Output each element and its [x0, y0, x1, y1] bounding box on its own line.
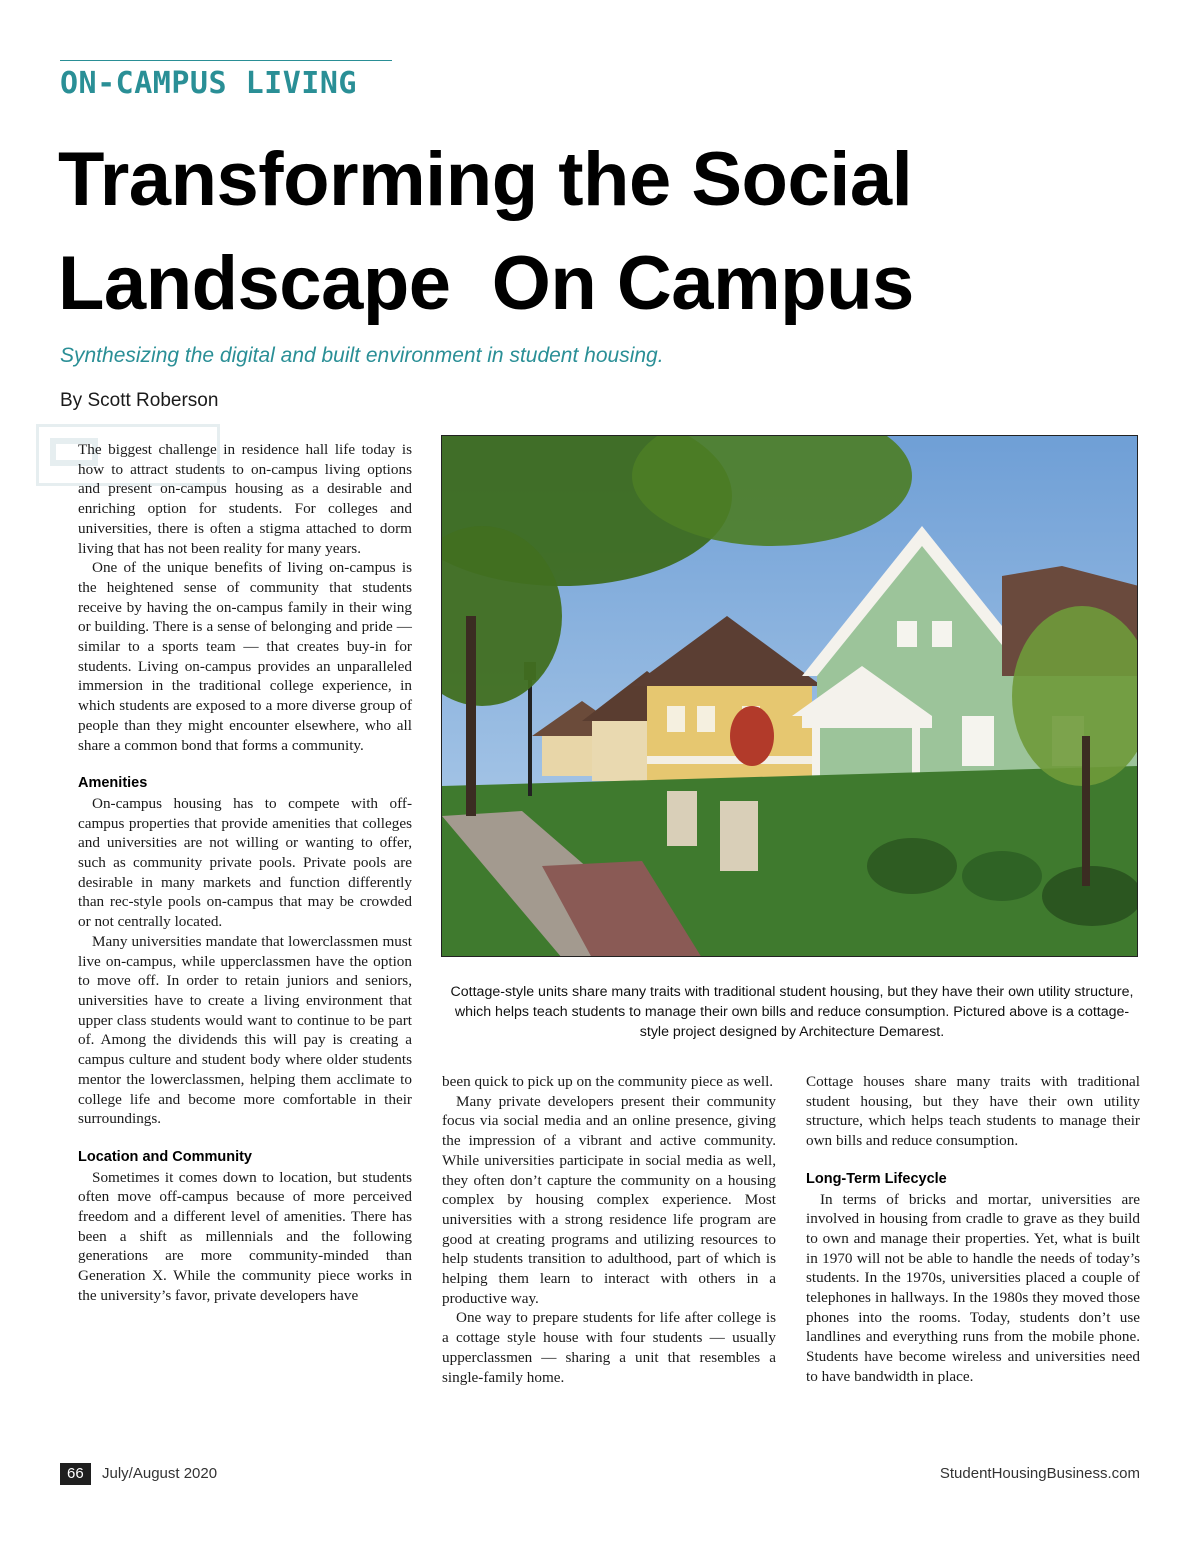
paragraph: One of the unique benefits of living on-campus is the heightened sense of community that students receive by having the on-campus family in their wing or building. There is a sense of belonging and pride — similar to a sports team — that creates buy-in for students. Living on-campus provides an unparalleled immersion in the traditional college experience, in which students are exposed to a more diverse group of people than they might encounter elsewhere, who all share a common bond that forms a community. — [78, 559, 412, 754]
section-heading-lifecycle: Long-Term Lifecycle — [806, 1170, 947, 1187]
paragraph: On-campus housing has to compete with off-campus properties that provide amenities that colleges and universities are not willing or wanting to offer, such as community private pools. Private pools are desirable in many markets and function differently than rec-style pools on-campus that may be crowded or not centrally located. — [78, 794, 412, 931]
headline-line-2: Landscape On Campus — [58, 241, 914, 326]
subheadline: Synthesizing the digital and built environment in student housing. — [60, 344, 664, 367]
page-footer — [60, 1463, 1140, 1485]
article-column-3 — [806, 1072, 1140, 1387]
paragraph: In terms of bricks and mortar, universities are involved in housing from cradle to grave as they build to own and manage their properties. Yet, what is built in 1970 will not be able to handle the needs of today’s students. In the 1970s, universities placed a couple of telephones in hallways. In the 1980s they moved those phones into the rooms. Today, students don’t use landlines and everything runs from the mobile phone. Students have become wireless and universities need to have bandwidth in place. — [806, 1190, 1140, 1385]
section-label: ON-CAMPUS LIVING — [60, 66, 357, 101]
headline-line-1: Transforming the Social — [58, 137, 913, 222]
paragraph: One way to prepare students for life after college is a cottage style house with four students — usually upperclassmen — sharing a unit that resembles a single-family home. — [442, 1309, 776, 1386]
paragraph: Many private developers present their community focus via social media and an online presence, giving the impression of a vibrant and active community. While universities participate in social media as well, they often don’t capture the community on a housing complex by housing complex experience. Most universities with a strong residence life program are good at creating programs and utilizing resources to help students transition to adulthood, part of which is helping them learn to interact with others in a productive way. — [442, 1092, 776, 1307]
article-column-1 — [78, 440, 412, 1306]
headline — [58, 128, 1158, 336]
section-heading-amenities: Amenities — [78, 775, 148, 792]
photo-caption: Cottage-style units share many traits with traditional student housing, but they have their own utility structure, which helps teach students to manage their own bills and reduce consumption. Pictured above is a cottage-style project designed by Architecture Demarest. — [450, 984, 1134, 1040]
paragraph: The biggest challenge in residence hall life today is how to attract students to on-campus living options and present on-campus housing as a desirable and enriching option for students. For colleges and universities, there is often a stigma attached to dorm living that has not been reality for many years. — [78, 441, 412, 557]
issue-date: July/August 2020 — [102, 1465, 218, 1482]
byline: By Scott Roberson — [60, 390, 219, 411]
section-heading-location: Location and Community — [78, 1148, 252, 1165]
publication-site: StudentHousingBusiness.com — [939, 1465, 1140, 1482]
paragraph: been quick to pick up on the community piece as well. — [442, 1073, 774, 1090]
page-number: 66 — [60, 1463, 91, 1485]
paragraph: Many universities mandate that lowerclassmen must live on-campus, while upperclassmen have the option to move off. In order to retain juniors and seniors, universities have to create a living environment that upper class students would want to continue to be part of. Among the dividends this will pay is creating a campus culture and student body where older students mentor the lowerclassmen, helping them acclimate to college life and become more comfortable in their surroundings. — [78, 932, 412, 1128]
paragraph: Cottage houses share many traits with traditional student housing, but they have their own utility structure, which helps teach students to manage their own bills and reduce consumption. — [806, 1073, 1140, 1150]
photo-illustration — [442, 436, 1138, 957]
paragraph: Sometimes it comes down to location, but students often move off-campus because of more perceived freedom and a different level of amenities. There has been a shift as millennials and the following generations are more community-minded than Generation X. While the community piece works in the university’s favor, private developers have — [78, 1168, 412, 1304]
section-rule — [60, 60, 392, 61]
article-column-2 — [442, 1072, 776, 1387]
cottage-housing-photo — [441, 435, 1138, 957]
